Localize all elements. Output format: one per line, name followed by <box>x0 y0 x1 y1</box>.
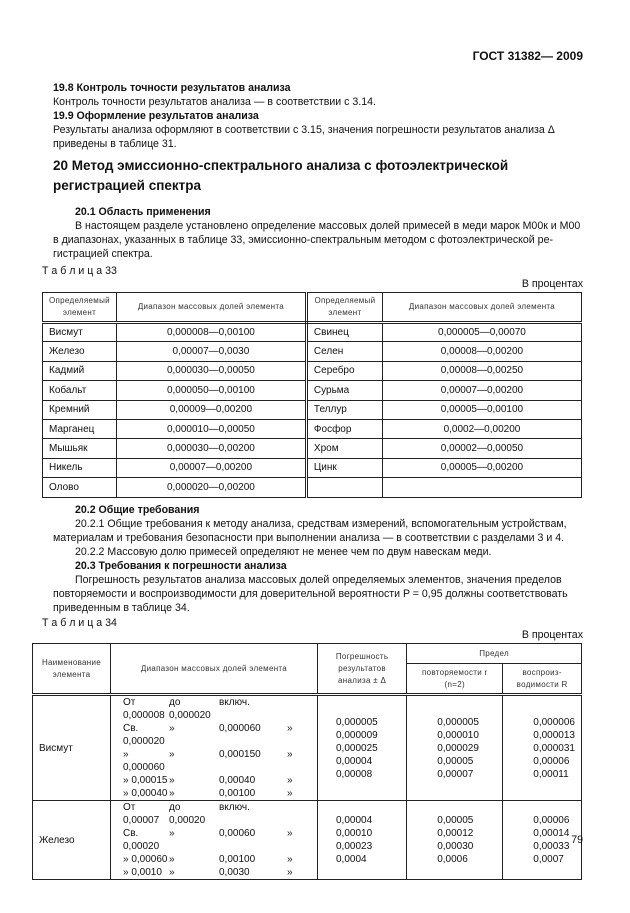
value: 0,000025 <box>335 742 378 754</box>
section-20-2-2-text: 20.2.2 Массовую долю примесей определяют не менее чем по двум навескам меди. <box>75 546 492 558</box>
value: 0,000006 <box>533 716 575 728</box>
range-part: Св. 0,000020 <box>122 723 165 747</box>
section-20-2-1-text: 20.2.1 Общие требования к методу анализа, средствам измерений, вспомогательным устройствам, материалам и требования безопасности при выполнении анализа — в соответствии с разделами 3 и 4. <box>53 518 567 544</box>
range-line <box>123 853 311 866</box>
document-header: ГОСТ 31382— 2009 <box>472 49 583 63</box>
range-part: » 0,00040 <box>122 788 168 799</box>
element-cell: Висмут <box>43 323 117 342</box>
table-header: Определяемый элемент <box>43 293 117 323</box>
table-row <box>43 400 582 419</box>
error-cell <box>317 801 406 880</box>
range-part: » 0,0010 <box>122 867 162 878</box>
range-part: включ. <box>218 802 250 813</box>
range-part: От 0,000008 <box>122 697 165 721</box>
section-20-1-title: 20.1 Область применения <box>75 206 211 218</box>
section-19-8-title: 19.8 Контроль точности результатов анализа <box>53 82 291 94</box>
element-cell: Мышьяк <box>43 439 117 458</box>
value: 0,00005 <box>437 815 474 826</box>
element-cell: Железо <box>43 342 117 361</box>
element-cell: Цинк <box>306 458 382 477</box>
range-part: до 0,00020 <box>168 802 206 826</box>
element-cell: Кадмий <box>43 361 117 380</box>
error-cell <box>317 695 406 801</box>
R-cell <box>503 801 582 880</box>
range-cell: 0,000005—0,00070 <box>382 323 581 342</box>
element-cell: Олово <box>43 478 117 497</box>
element-cell: Никель <box>43 458 117 477</box>
range-line <box>123 827 311 853</box>
range-cell <box>110 695 317 801</box>
table-33 <box>42 292 582 498</box>
table-header: Диапазон массовых долей элемента <box>382 293 581 323</box>
value: 0,00012 <box>437 828 474 839</box>
table-header: повторяемости r (n=2) <box>407 664 503 695</box>
range-part: » 0,00015 <box>122 775 168 786</box>
range-part: » <box>168 867 175 878</box>
range-cell: 0,000010—0,00050 <box>116 419 306 438</box>
value: 0,000009 <box>335 729 378 741</box>
value: 0,00004 <box>335 815 373 826</box>
table-row <box>43 323 582 342</box>
R-cell <box>503 695 582 801</box>
range-cell: 0,000020—0,00200 <box>116 478 306 497</box>
value: 0,00030 <box>437 841 474 852</box>
range-part: » <box>168 723 175 734</box>
table-header: Определяемый элемент <box>306 293 382 323</box>
section-20-1-text: В настоящем разделе установлено определение массовых долей примесей в меди марок М00к и М00 в диапазонах, указанных в таблице 33, эмиссионно-спектральным методом с фотоэлектрической ре-гистрацией спектра. <box>53 220 581 260</box>
element-cell: Железо <box>33 801 111 880</box>
range-part: 0,00100 <box>218 854 256 865</box>
element-cell: Сурьма <box>306 381 382 400</box>
range-part: » <box>168 749 175 760</box>
element-cell: Кремний <box>43 400 117 419</box>
range-line <box>123 787 311 800</box>
range-cell: 0,000030—0,00050 <box>116 361 306 380</box>
section-19-8-text: Контроль точности результатов анализа — в соответствии с 3.14. <box>53 96 376 108</box>
section-20-3-text: Погрешность результатов анализа массовых долей определяемых элементов, значения пределов повторяемости и воспроизводимости для доверительной вероятности P = 0,95 должны соответствовать приведенным в таблице 34. <box>53 574 568 614</box>
range-part: 0,00060 <box>218 828 256 839</box>
range-part: » <box>286 775 293 786</box>
value: 0,00006 <box>533 815 570 826</box>
table-row <box>43 478 582 497</box>
range-line <box>123 696 311 722</box>
range-part: 0,00100 <box>218 788 256 799</box>
value: 0,000010 <box>437 729 479 741</box>
table-row <box>43 381 582 400</box>
range-part: » 0,000060 <box>122 749 165 773</box>
value: 0,00023 <box>335 841 373 852</box>
value: 0,00005 <box>437 755 474 767</box>
value: 0,00008 <box>335 768 373 780</box>
range-part <box>287 696 311 722</box>
range-cell: 0,00007—0,00200 <box>382 381 581 400</box>
range-part: 0,0030 <box>218 867 250 878</box>
range-cell <box>110 801 317 880</box>
element-cell: Хром <box>306 439 382 458</box>
table-row <box>33 801 582 880</box>
element-cell: Серебро <box>306 361 382 380</box>
value: 0,000029 <box>437 742 479 754</box>
value: 0,00006 <box>533 755 570 767</box>
range-part: » 0,00060 <box>122 854 168 865</box>
table-row <box>43 439 582 458</box>
range-part: » <box>168 828 175 839</box>
range-part: » <box>168 788 175 799</box>
range-cell: 0,000050—0,00100 <box>116 381 306 400</box>
page-number: 79 <box>571 834 583 846</box>
range-part <box>287 801 311 827</box>
section-20-2-title: 20.2 Общие требования <box>75 504 200 516</box>
range-part: » <box>286 749 293 760</box>
r-cell <box>407 801 503 880</box>
range-part: » <box>168 854 175 865</box>
range-line <box>123 722 311 748</box>
r-cell <box>407 695 503 801</box>
value: 0,000013 <box>533 729 575 741</box>
table-33-caption: Т а б л и ц а 33 <box>42 265 117 277</box>
table-header: воспроиз-водимости R <box>503 664 582 695</box>
table-header: Погрешность результатов анализа ± Δ <box>317 644 406 695</box>
value: 0,000005 <box>335 716 378 728</box>
table-34-caption: Т а б л и ц а 34 <box>42 617 117 629</box>
range-cell <box>382 478 581 497</box>
range-part: » <box>286 723 293 734</box>
table-row <box>43 458 582 477</box>
table-header: Диапазон массовых долей элемента <box>110 644 317 695</box>
element-cell: Фосфор <box>306 419 382 438</box>
table-header: Наименование элемента <box>33 644 111 695</box>
value: 0,0007 <box>533 854 564 865</box>
section-19-9-title: 19.9 Оформление результатов анализа <box>53 110 259 122</box>
range-part: » <box>286 867 293 878</box>
range-part: включ. <box>218 697 250 708</box>
range-cell: 0,00005—0,00100 <box>382 400 581 419</box>
table-row <box>43 342 582 361</box>
range-cell: 0,00008—0,00200 <box>382 342 581 361</box>
range-line <box>123 774 311 787</box>
element-cell <box>306 478 382 497</box>
value: 0,00033 <box>533 841 570 852</box>
range-part: 0,00040 <box>218 775 256 786</box>
range-part: » <box>168 775 175 786</box>
table-header: Диапазон массовых долей элемента <box>116 293 306 323</box>
section-20-3-title: 20.3 Требования к погрешности анализа <box>75 560 287 572</box>
range-part: до 0,000020 <box>168 697 211 721</box>
range-cell: 0,000008—0,00100 <box>116 323 306 342</box>
section-19-9-text: Результаты анализа оформляют в соответствии с 3.15, значения погрешности результатов анализа Δ приведены в таблице 31. <box>53 124 555 150</box>
table-34-unit: В процентах <box>521 629 583 641</box>
range-cell: 0,00007—0,00200 <box>116 458 306 477</box>
range-cell: 0,00009—0,00200 <box>116 400 306 419</box>
value: 0,0006 <box>437 854 468 865</box>
range-line <box>123 801 311 827</box>
range-part: » <box>286 788 293 799</box>
range-cell: 0,00008—0,00250 <box>382 361 581 380</box>
value: 0,00014 <box>533 828 570 839</box>
element-cell: Марганец <box>43 419 117 438</box>
value: 0,000005 <box>437 716 479 728</box>
value: 0,00007 <box>437 768 474 780</box>
table-row <box>43 361 582 380</box>
range-line <box>123 748 311 774</box>
range-part: » <box>286 854 293 865</box>
value: 0,0004 <box>335 854 367 865</box>
element-cell: Свинец <box>306 323 382 342</box>
element-cell: Кобальт <box>43 381 117 400</box>
value: 0,00004 <box>335 755 373 767</box>
range-cell: 0,00005—0,00200 <box>382 458 581 477</box>
element-cell: Висмут <box>33 695 111 801</box>
table-33-unit: В процентах <box>521 278 583 290</box>
value: 0,000031 <box>533 742 575 754</box>
range-cell: 0,00002—0,00050 <box>382 439 581 458</box>
value: 0,00010 <box>335 828 373 839</box>
range-cell: 0,00007—0,0030 <box>116 342 306 361</box>
range-part: Св. 0,00020 <box>122 828 160 852</box>
table-row <box>43 419 582 438</box>
range-part: 0,000150 <box>218 749 261 760</box>
table-header: Предел <box>407 644 582 664</box>
table-row <box>33 695 582 801</box>
range-cell: 0,0002—0,00200 <box>382 419 581 438</box>
value: 0,00011 <box>533 768 569 780</box>
range-part: 0,000060 <box>218 723 261 734</box>
range-cell: 0,000030—0,00200 <box>116 439 306 458</box>
range-line <box>123 866 311 879</box>
element-cell: Теллур <box>306 400 382 419</box>
table-34 <box>32 643 582 880</box>
element-cell: Селен <box>306 342 382 361</box>
range-part: » <box>286 828 293 839</box>
section-20-title: 20 Метод эмиссионно-спектрального анализа с фотоэлектрической регистрацией спектра <box>53 158 509 193</box>
range-part: От 0,00007 <box>122 802 160 826</box>
